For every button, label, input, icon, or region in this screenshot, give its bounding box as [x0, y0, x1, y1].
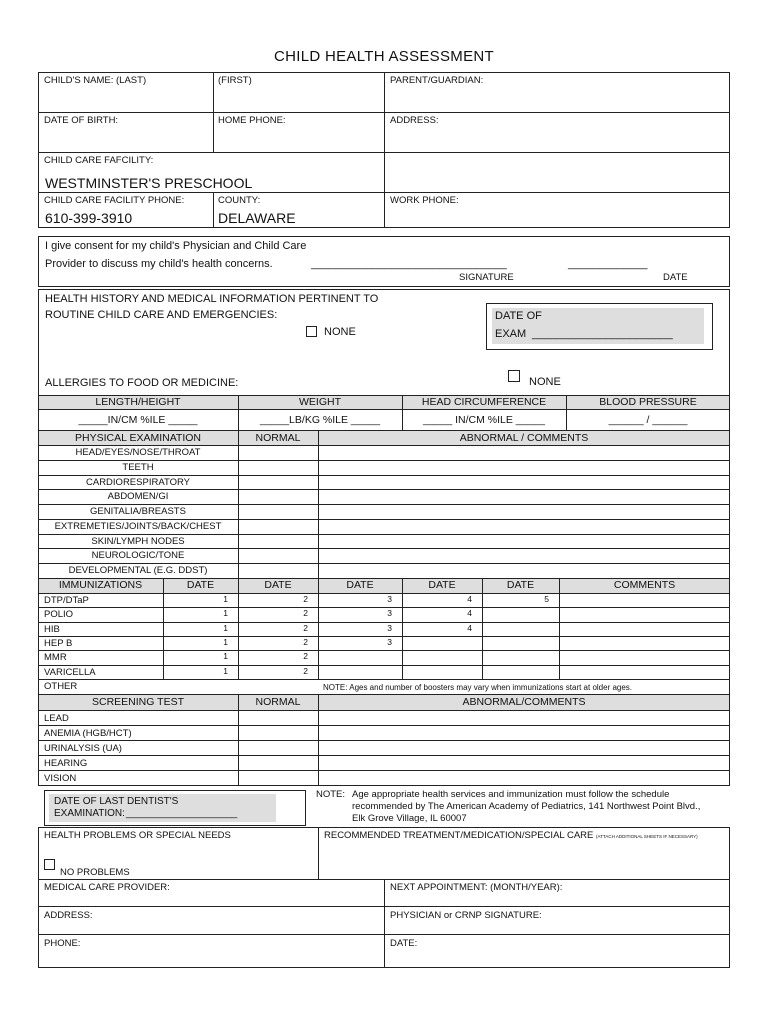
- physical-exam-row-label: DEVELOPMENTAL (E.G. DDST): [68, 565, 208, 577]
- dentist-label-line1: DATE OF LAST DENTIST'S: [54, 796, 179, 807]
- immunization-name: HEP B: [44, 637, 73, 649]
- immunization-name: VARICELLA: [44, 666, 96, 678]
- immunization-dose-number[interactable]: 1: [223, 608, 228, 619]
- county-label: COUNTY:: [218, 195, 261, 206]
- screening-test-row-label: URINALYSIS (UA): [44, 743, 122, 754]
- physical-exam-row-label: HEAD/EYES/NOSE/THROAT: [75, 447, 201, 458]
- note-line3: Elk Grove Village, IL 60007: [352, 813, 467, 824]
- parent-guardian-field[interactable]: PARENT/GUARDIAN:: [390, 75, 484, 86]
- physical-exam-normal-cell[interactable]: [239, 489, 317, 504]
- date-header-2: DATE: [264, 579, 292, 591]
- immunization-name: HIB: [44, 623, 60, 635]
- screening-abnormal-header: ABNORMAL/COMMENTS: [462, 696, 586, 708]
- physical-exam-normal-cell[interactable]: [239, 504, 317, 519]
- physical-exam-normal-cell[interactable]: [239, 563, 317, 578]
- facility-phone-value[interactable]: 610-399-3910: [45, 210, 133, 226]
- attach-sheets-note: (ATTACH ADDITIONAL SHEETS IF NECESSARY): [596, 834, 698, 839]
- no-problems-label: NO PROBLEMS: [60, 867, 130, 878]
- length-height-header: LENGTH/HEIGHT: [95, 396, 181, 408]
- immunization-dose-number[interactable]: 4: [467, 622, 472, 633]
- work-phone-field[interactable]: WORK PHONE:: [390, 195, 459, 206]
- date-header-3: DATE: [346, 579, 374, 591]
- screening-test-row-label: ANEMIA (HGB/HCT): [44, 728, 132, 739]
- screening-normal-cell[interactable]: [239, 770, 317, 785]
- screening-normal-cell[interactable]: [239, 755, 317, 770]
- comments-header: COMMENTS: [613, 579, 676, 591]
- immunization-dose-number[interactable]: 1: [223, 665, 228, 676]
- immunization-dose-number[interactable]: 2: [303, 594, 308, 604]
- screening-comments-cell[interactable]: [319, 770, 729, 785]
- childs-name-first-field[interactable]: (FIRST): [218, 75, 252, 86]
- physical-exam-header: PHYSICAL EXAMINATION: [74, 432, 202, 444]
- physical-exam-normal-cell[interactable]: [239, 445, 317, 460]
- immunization-dose-number[interactable]: 5: [544, 594, 549, 604]
- date-of-exam-line[interactable]: _______________________: [532, 328, 673, 340]
- child-care-facility-label: CHILD CARE FAFCILITY:: [44, 155, 154, 166]
- allergies-label[interactable]: ALLERGIES TO FOOD OR MEDICINE:: [45, 377, 239, 389]
- medical-care-provider-field[interactable]: MEDICAL CARE PROVIDER:: [44, 882, 170, 893]
- screening-comments-cell[interactable]: [319, 710, 729, 725]
- signature-date-field[interactable]: DATE:: [390, 938, 418, 949]
- screening-comments-cell[interactable]: [319, 725, 729, 740]
- physical-exam-comments-cell[interactable]: [319, 475, 729, 490]
- immunization-dose-number[interactable]: 1: [223, 594, 228, 604]
- immunization-dose-number[interactable]: 2: [303, 622, 308, 633]
- date-caption: DATE: [663, 272, 688, 283]
- immunization-dose-number[interactable]: 4: [467, 594, 472, 604]
- physical-exam-row-label: EXTREMETIES/JOINTS/BACK/CHEST: [54, 520, 222, 532]
- county-value[interactable]: DELAWARE: [218, 210, 296, 226]
- screening-normal-cell[interactable]: [239, 740, 317, 755]
- provider-phone-field[interactable]: PHONE:: [44, 938, 81, 949]
- physician-signature-field[interactable]: PHYSICIAN or CRNP SIGNATURE:: [390, 910, 542, 921]
- physical-exam-row-label: CARDIORESPIRATORY: [86, 476, 190, 488]
- abnormal-comments-header: ABNORMAL / COMMENTS: [459, 432, 589, 444]
- physical-exam-comments-cell[interactable]: [319, 445, 729, 460]
- immunization-name: DTP/DTaP: [44, 595, 89, 606]
- physical-exam-comments-cell[interactable]: [319, 534, 729, 549]
- physical-exam-comments-cell[interactable]: [319, 504, 729, 519]
- immunization-name: OTHER: [44, 680, 78, 692]
- screening-comments-cell[interactable]: [319, 755, 729, 770]
- none-label-history: NONE: [324, 326, 356, 338]
- dentist-date-line[interactable]: ____________________: [126, 808, 238, 819]
- head-circumference-header: HEAD CIRCUMFERENCE: [421, 396, 547, 408]
- immunization-dose-number[interactable]: 3: [387, 608, 392, 619]
- immunization-dose-number[interactable]: 2: [303, 636, 308, 647]
- screening-test-row-label: VISION: [44, 773, 77, 784]
- physical-exam-normal-cell[interactable]: [239, 475, 317, 490]
- recommended-treatment-field[interactable]: RECOMMENDED TREATMENT/MEDICATION/SPECIAL CARE (ATTACH ADDITIONAL SHEETS IF NECESSARY): [324, 830, 698, 841]
- address-field[interactable]: ADDRESS:: [390, 115, 439, 126]
- exam-label: EXAM: [495, 328, 527, 340]
- date-of-birth-field[interactable]: DATE OF BIRTH:: [44, 115, 119, 126]
- facility-phone-label: CHILD CARE FACILITY PHONE:: [44, 195, 185, 206]
- screening-normal-cell[interactable]: [239, 725, 317, 740]
- immunization-name: MMR: [44, 652, 67, 664]
- immunization-dose-number[interactable]: 3: [387, 622, 392, 633]
- immunization-dose-number[interactable]: 2: [303, 608, 308, 619]
- physical-exam-comments-cell[interactable]: [319, 563, 729, 578]
- screening-normal-cell[interactable]: [239, 710, 317, 725]
- date-header-1: DATE: [186, 579, 215, 591]
- physical-exam-row-label: ABDOMEN/GI: [107, 491, 169, 503]
- screening-test-row-label: LEAD: [44, 713, 69, 724]
- physical-exam-comments-cell[interactable]: [319, 519, 729, 534]
- weight-header: WEIGHT: [299, 396, 341, 408]
- screening-test-header: SCREENING TEST: [92, 696, 184, 708]
- next-appointment-field[interactable]: NEXT APPOINTMENT: (MONTH/YEAR):: [390, 882, 563, 893]
- immunization-dose-number[interactable]: 1: [223, 636, 228, 647]
- home-phone-field[interactable]: HOME PHONE:: [218, 115, 286, 126]
- immunization-dose-number[interactable]: 1: [223, 622, 228, 633]
- physical-exam-normal-cell[interactable]: [239, 534, 317, 549]
- health-problems-field[interactable]: HEALTH PROBLEMS OR SPECIAL NEEDS: [44, 830, 231, 841]
- normal-header: NORMAL: [255, 432, 301, 444]
- none-label-allergies: NONE: [529, 376, 561, 388]
- note-line1: Age appropriate health services and immunization must follow the schedule: [352, 789, 670, 800]
- physical-exam-normal-cell[interactable]: [239, 519, 317, 534]
- blood-pressure-value[interactable]: ______ / ______: [608, 414, 688, 426]
- none-checkbox-history[interactable]: [306, 326, 317, 337]
- screening-normal-header: NORMAL: [255, 696, 301, 708]
- signature-caption: SIGNATURE: [459, 272, 514, 283]
- immunization-name: POLIO: [44, 609, 74, 621]
- date-header-5: DATE: [506, 579, 535, 591]
- consent-text-line1: I give consent for my child's Physician and Child Care: [45, 240, 307, 252]
- blood-pressure-header: BLOOD PRESSURE: [599, 396, 697, 408]
- physical-exam-row-label: SKIN/LYMPH NODES: [91, 535, 185, 547]
- boosters-note: NOTE: Ages and number of boosters may vary when immunizations start at older ages.: [323, 683, 633, 692]
- immunization-dose-number[interactable]: 1: [223, 651, 228, 662]
- weight-value[interactable]: _____LB/KG %ILE _____: [259, 414, 381, 426]
- health-history-heading-line2: ROUTINE CHILD CARE AND EMERGENCIES:: [45, 309, 278, 321]
- head-circumference-value[interactable]: _____ IN/CM %ILE _____: [423, 414, 545, 426]
- physical-exam-normal-cell[interactable]: [239, 460, 317, 475]
- date-of-exam-label: DATE OF: [495, 310, 542, 322]
- screening-comments-cell[interactable]: [319, 740, 729, 755]
- childs-name-last-field[interactable]: CHILD'S NAME: (LAST): [44, 75, 147, 86]
- immunization-dose-number[interactable]: 3: [387, 636, 392, 647]
- physical-exam-row-label: TEETH: [122, 461, 154, 473]
- immunizations-header: IMMUNIZATIONS: [58, 579, 143, 591]
- physical-exam-comments-cell[interactable]: [319, 489, 729, 504]
- form-title: CHILD HEALTH ASSESSMENT: [273, 48, 494, 65]
- signature-line[interactable]: ________________________________: [311, 258, 507, 270]
- physical-exam-row-label: GENITALIA/BREASTS: [90, 506, 186, 518]
- screening-test-row-label: HEARING: [44, 758, 88, 769]
- immunization-dose-number[interactable]: 2: [303, 651, 308, 662]
- none-checkbox-allergies[interactable]: [508, 370, 520, 382]
- dentist-label-line2: EXAMINATION:: [54, 808, 125, 819]
- immunization-dose-number[interactable]: 3: [387, 594, 392, 604]
- consent-date-line[interactable]: _____________: [568, 258, 648, 270]
- note-line2: recommended by The American Academy of Pediatrics, 141 Northwest Point Blvd.,: [352, 801, 701, 812]
- consent-text-line2: Provider to discuss my child's health concerns.: [45, 258, 273, 270]
- no-problems-checkbox[interactable]: [44, 859, 55, 870]
- date-header-4: DATE: [428, 579, 456, 591]
- immunization-dose-number[interactable]: 4: [467, 608, 472, 619]
- physical-exam-normal-cell[interactable]: [239, 548, 317, 563]
- physical-exam-comments-cell[interactable]: [319, 460, 729, 475]
- physical-exam-row-label: NEUROLOGIC/TONE: [91, 550, 185, 562]
- health-history-heading-line1: HEALTH HISTORY AND MEDICAL INFORMATION PERTINENT TO: [45, 293, 379, 305]
- immunization-dose-number[interactable]: 2: [303, 665, 308, 676]
- note-label: NOTE:: [316, 789, 346, 800]
- length-height-value[interactable]: _____IN/CM %ILE _____: [78, 414, 198, 426]
- provider-address-field[interactable]: ADDRESS:: [44, 910, 93, 921]
- physical-exam-comments-cell[interactable]: [319, 548, 729, 563]
- child-care-facility-value[interactable]: WESTMINSTER'S PRESCHOOL: [45, 175, 253, 191]
